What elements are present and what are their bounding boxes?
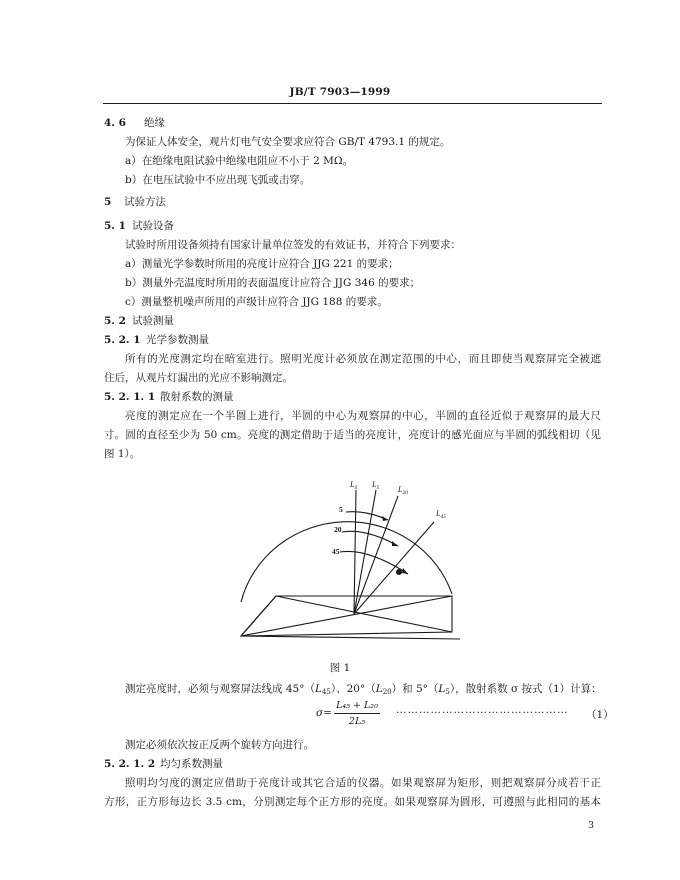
angle-arc-5 xyxy=(346,512,388,520)
section-5-heading xyxy=(104,195,166,209)
section-title: 散射系数的测量 xyxy=(160,391,234,403)
section-number: 5. 2. 1. 2 xyxy=(104,758,156,770)
figure-1-diagram xyxy=(238,474,468,644)
header-rule xyxy=(103,103,602,104)
label-L20: $L_{20}$ xyxy=(398,485,408,496)
formula-numerator: L₄₅ + L₂₀ xyxy=(336,700,378,711)
formula-leader-dots: ……………………………………… xyxy=(396,704,569,716)
s5-2-1-1-para-line1: 亮度的测定应在一个半圆上进行，半圆的中心为观察屏的中心，半圆的直径近似于观察屏的最大尺 xyxy=(125,410,601,422)
ray-L45 xyxy=(354,522,434,614)
s4-6-intro: 为保证人体安全，观片灯电气安全要求应符合 GB/T 4793.1 的规定。 xyxy=(125,136,451,148)
section-4-6-heading xyxy=(104,116,165,130)
s5-2-1-para-line2: 住后，从观片灯漏出的光应不影响测定。 xyxy=(104,372,293,384)
section-number: 4. 6 xyxy=(104,117,126,129)
s5-2-1-2-para-line1: 照明均匀度的测定应借助于亮度计或其它合适的仪器。如果观察屏为矩形，则把观察屏分成若干正 xyxy=(125,777,601,789)
s4-6-item-b: b）在电压试验中不应出现飞弧或击穿。 xyxy=(125,174,311,186)
section-number: 5. 2 xyxy=(104,315,126,327)
label-L5: $L_5$ xyxy=(372,480,380,491)
base-line xyxy=(241,636,460,639)
section-5-2-1-1-heading xyxy=(104,390,234,404)
doc-header: JB/T 7903—1999 xyxy=(289,86,391,98)
angle-arc-20 xyxy=(342,531,398,546)
section-5-2-heading xyxy=(104,314,174,328)
s5-2-1-1-para-line3: 图 1）。 xyxy=(104,448,141,460)
s5-2-1-para-line1: 所有的光度测定均在暗室进行。照明光度计必须放在测定范围的中心，而且即使当观察屏完全被遮 xyxy=(125,353,601,365)
section-title: 试验方法 xyxy=(124,196,166,208)
angle-label-45: 45 xyxy=(332,547,340,556)
section-title: 试验测量 xyxy=(132,315,174,327)
formula-fraction xyxy=(332,698,382,729)
s5-1-intro: 试验时所用设备须持有国家计量单位签发的有效证书，并符合下列要求： xyxy=(125,239,461,251)
formula-1 xyxy=(316,698,616,732)
section-title: 光学参数测量 xyxy=(146,334,209,346)
s5-2-1-2-para-line2: 方形，正方形每边长 3.5 cm，分别测定每个正方形的亮度。如果观察屏为圆形，可遵照与此相同的基本 xyxy=(104,796,601,808)
s4-6-item-a: a）在绝缘电阻试验中绝缘电阻应不小于 2 MΩ。 xyxy=(125,155,354,167)
page-number: 3 xyxy=(588,820,595,831)
s5-1-item-b: b）测量外壳温度时所用的表面温度计应符合 JJG 346 的要求； xyxy=(125,277,421,289)
section-number: 5 xyxy=(104,196,112,208)
formula-denominator: 2L₅ xyxy=(348,716,366,727)
s5-1-item-a: a）测量光学参数时所用的亮度计应符合 JJG 221 的要求； xyxy=(125,258,399,270)
measurement-sentence: 测定亮度时，必须与观察屏法线成 $45^\circ(L_{45})$、$20^\circ(L_{20})$和 $5^\circ(L_5)$，散射系数 σ 按式（1）计算： xyxy=(125,683,602,696)
rotation-note: 测定必须依次按正反两个旋转方向进行。 xyxy=(125,739,314,751)
section-number: 5. 1 xyxy=(104,220,126,232)
s5-1-item-c: c）测量整机噪声所用的声级计应符合 JJG 188 的要求。 xyxy=(125,296,388,308)
section-number: 5. 2. 1 xyxy=(104,334,141,346)
label-L0: $L_0$ xyxy=(350,480,358,491)
section-title: 均匀系数测量 xyxy=(160,758,223,770)
section-number: 5. 2. 1. 1 xyxy=(104,391,156,403)
section-5-2-1-2-heading xyxy=(104,757,223,771)
section-title: 试验设备 xyxy=(132,220,174,232)
s5-2-1-1-para-line2: 寸。圆的直径至少为 50 cm。亮度的测定借助于适当的亮度计，亮度计的感光面应与半圆的弧线相切（见 xyxy=(104,429,601,441)
formula-sigma: σ= xyxy=(316,707,332,719)
label-L45: $L_{45}$ xyxy=(436,509,446,520)
section-title: 绝缘 xyxy=(144,117,165,129)
section-5-2-1-heading xyxy=(104,333,209,347)
figure-caption: 图 1 xyxy=(329,662,351,674)
angle-label-20: 20 xyxy=(334,525,342,534)
equation-number: （1） xyxy=(586,709,614,721)
angle-label-5: 5 xyxy=(339,505,343,514)
semicircle-arc xyxy=(241,522,452,602)
section-5-1-heading xyxy=(104,219,174,233)
